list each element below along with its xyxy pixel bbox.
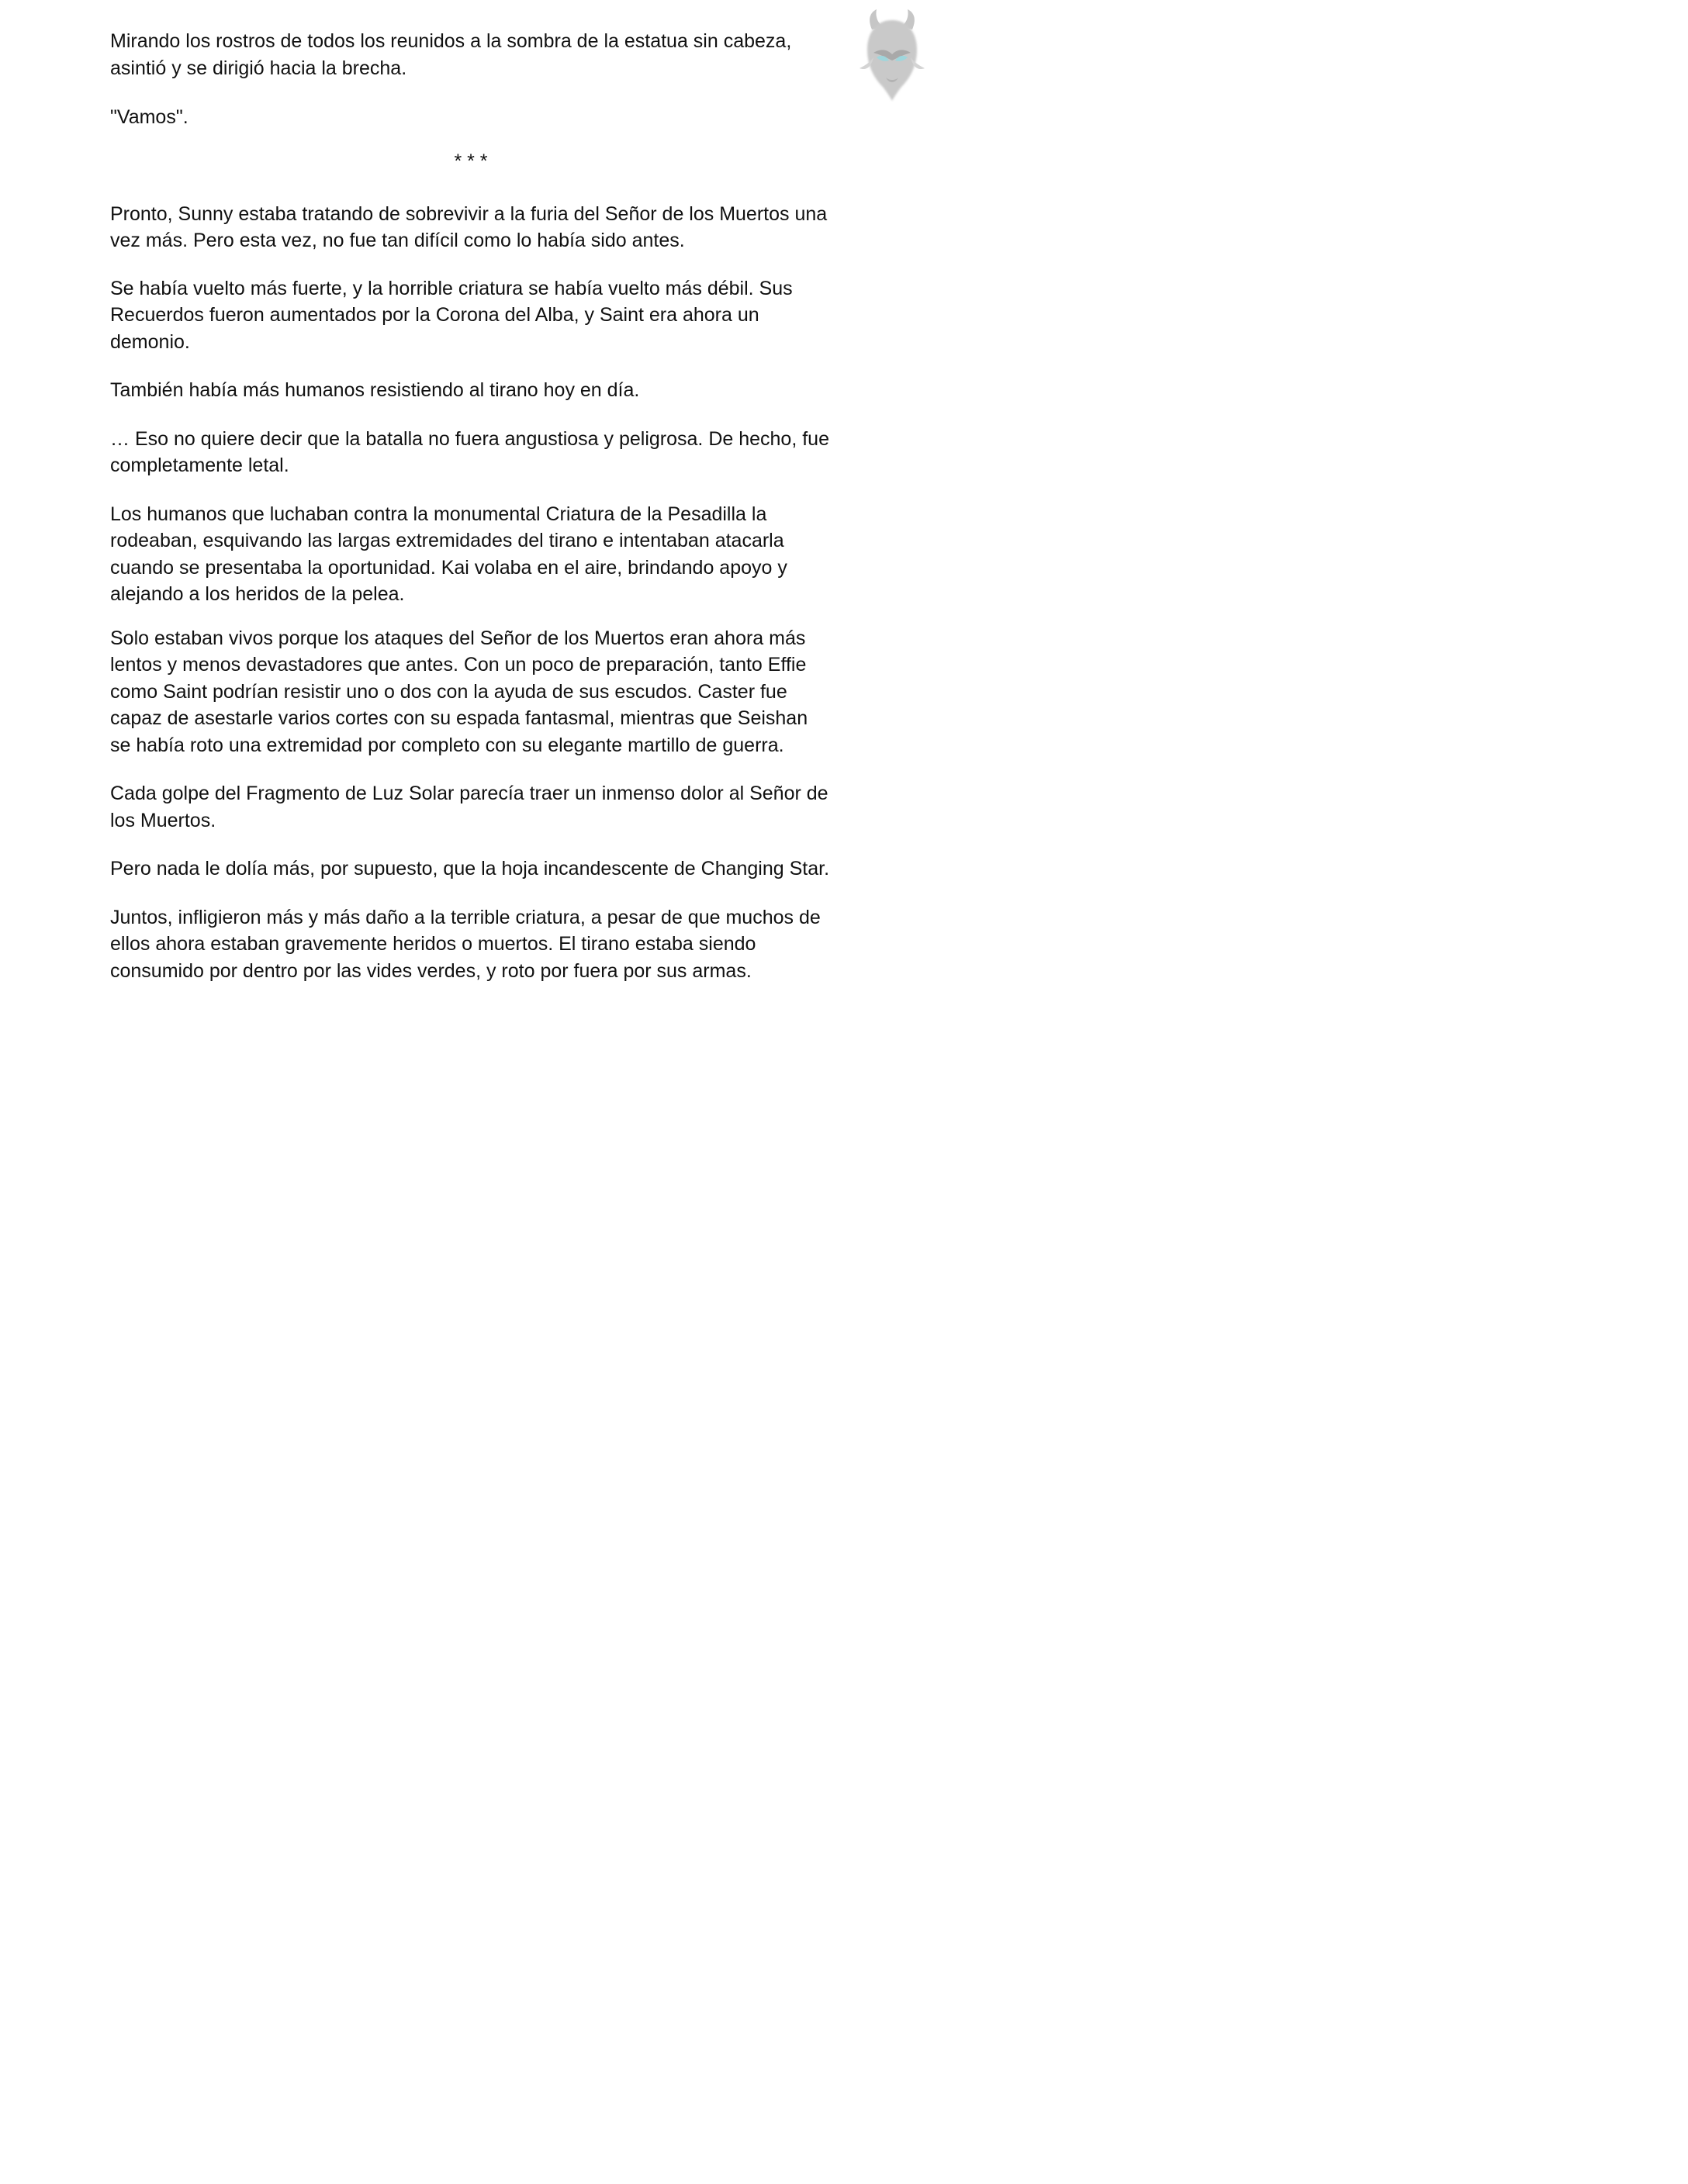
paragraph: Los humanos que luchaban contra la monumental Criatura de la Pesadilla la rodeaban, esquivando las largas extremidades del tirano e intentaban atacarla cuando se presentaba la oportunidad. Kai volaba en el aire, brindando apoyo y alejando a los heridos de la pelea.: [110, 503, 787, 605]
paragraph: Juntos, infligieron más y más daño a la terrible criatura, a pesar de que muchos de ellos ahora estaban gravemente heridos o muertos. El tirano estaba siendo consumido por dentro por las vides verdes, y roto por fuera por sus armas.: [110, 906, 821, 982]
scene-break: * * *: [454, 150, 488, 172]
paragraph: Cada golpe del Fragmento de Luz Solar parecía traer un inmenso dolor al Señor de los Muertos.: [110, 783, 828, 831]
paragraph: Pero nada le dolía más, por supuesto, que la hoja incandescente de Changing Star.: [110, 858, 830, 879]
paragraph: "Vamos".: [110, 106, 189, 128]
paragraph: Solo estaban vivos porque los ataques del Señor de los Muertos eran ahora más lentos y menos devastadores que antes. Con un poco de preparación, tanto Effie como Saint podrían resistir uno o dos con la ayuda de sus escudos. Caster fue capaz de asestarle varios cortes con su espada fantasmal, mientras que Seishan se había roto una extremidad por completo con su elegante martillo de guerra.: [110, 627, 808, 756]
paragraph: Se había vuelto más fuerte, y la horrible criatura se había vuelto más débil. Sus Recuerdos fueron aumentados por la Corona del Alba, y Saint era ahora un demonio.: [110, 277, 793, 353]
demon-head-logo-icon: [849, 6, 936, 105]
paragraph: También había más humanos resistiendo al tirano hoy en día.: [110, 379, 640, 401]
paragraph: Pronto, Sunny estaba tratando de sobrevivir a la furia del Señor de los Muertos una vez más. Pero esta vez, no fue tan difícil como lo había sido antes.: [110, 202, 828, 251]
paragraph: … Eso no quiere decir que la batalla no fuera angustiosa y peligrosa. De hecho, fue completamente letal.: [110, 427, 829, 476]
paragraph: Mirando los rostros de todos los reunidos a la sombra de la estatua sin cabeza, asintió y se dirigió hacia la brecha.: [110, 30, 792, 79]
document-body: [110, 28, 832, 984]
